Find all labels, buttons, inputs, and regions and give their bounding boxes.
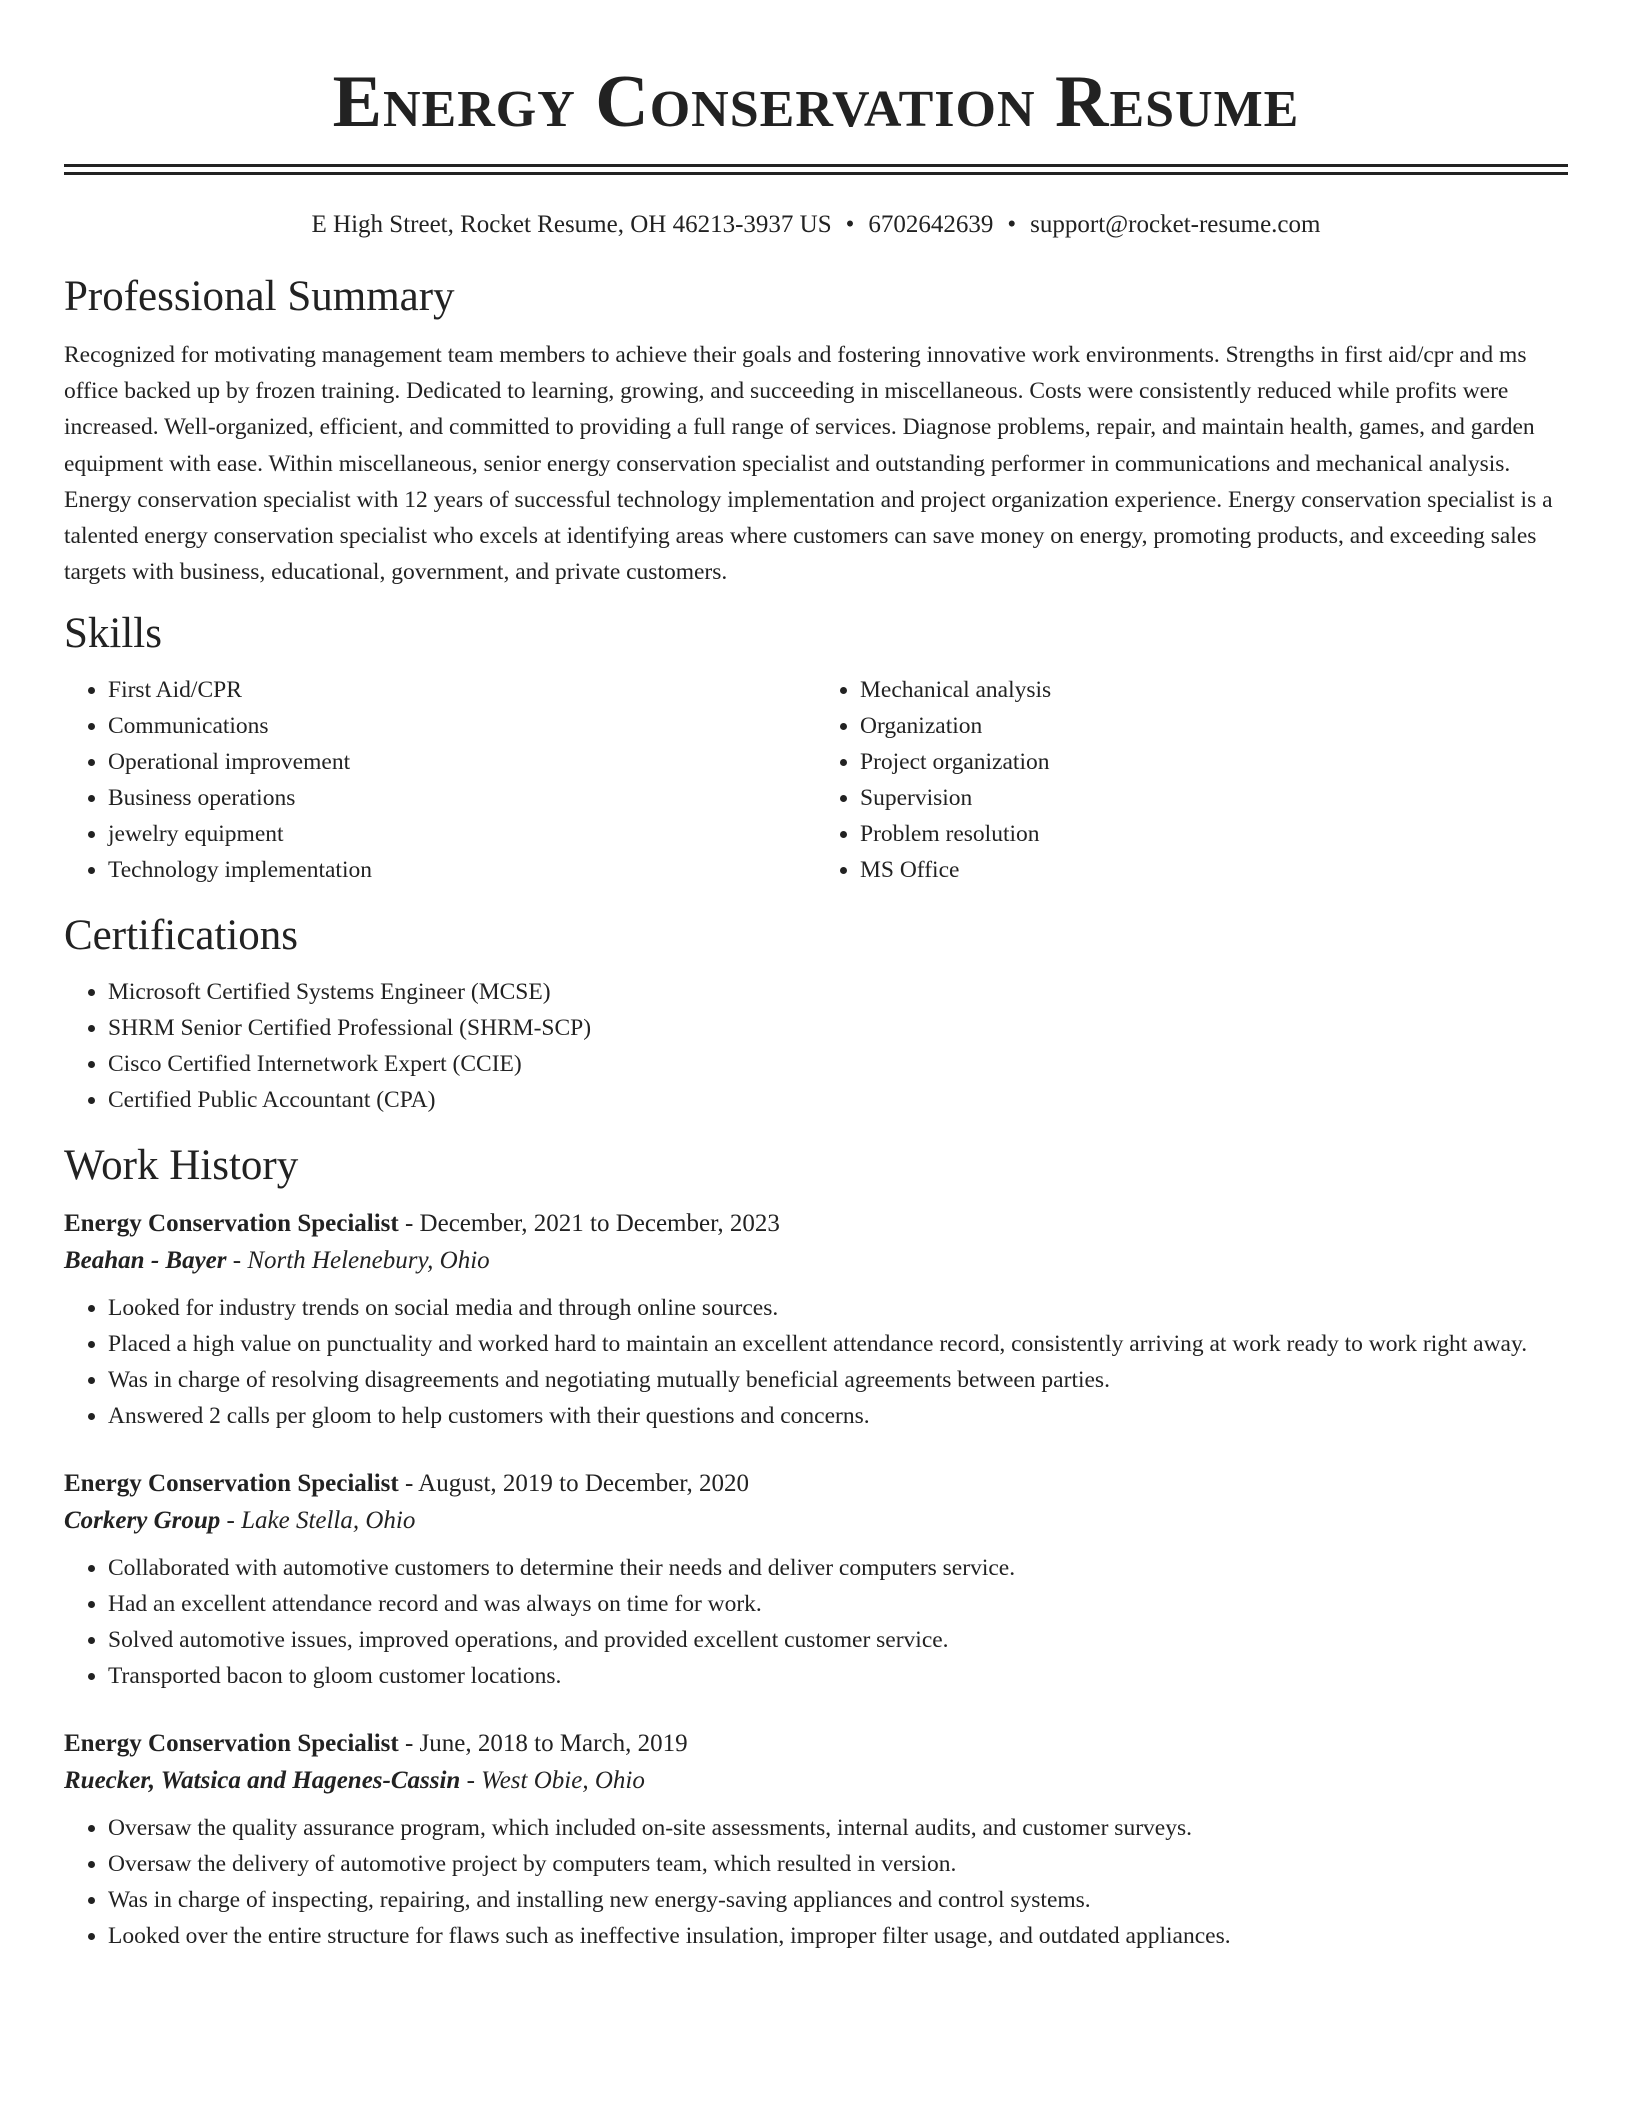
summary-heading: Professional Summary [64,273,455,320]
job-dates: December, 2021 to December, 2023 [419,1210,780,1238]
contact-address: E High Street, Rocket Resume, OH 46213-3937 US [311,211,832,238]
list-item: • Certified Public Accountant (CPA) [108,1082,1568,1118]
certifications-heading: Certifications [64,912,299,960]
contact-line [64,209,1568,241]
certifications-section [64,910,1568,1118]
list-item: • Communications [108,708,816,744]
list-item: • Operational improvement [108,744,816,780]
job-title-line: Energy Conservation Specialist - August, 2019 to December, 2020 [64,1470,750,1498]
job-dates: August, 2019 to December, 2020 [418,1470,750,1498]
list-item: • Project organization [860,744,1568,780]
job-company: Beahan - Bayer [64,1247,227,1275]
list-item: • Oversaw the quality assurance program, which included on-site assessments, internal audits, and customer surveys. [108,1810,1568,1846]
list-item: • MS Office [860,852,1568,888]
job-location: West Obie, Ohio [481,1767,645,1795]
list-item: • Answered 2 calls per gloom to help customers with their questions and concerns. [108,1398,1568,1434]
job-entry [64,1726,1568,1954]
job-title: Energy Conservation Specialist [64,1470,399,1498]
work-history-section [64,1140,1568,1954]
list-item: • Collaborated with automotive customers to determine their needs and deliver computers service. [108,1550,1568,1586]
job-company-line: Corkery Group - Lake Stella, Ohio [64,1507,416,1535]
contact-phone: 6702642639 [868,211,994,238]
list-item: • Looked over the entire structure for flaws such as ineffective insulation, improper filter usage, and outdated appliances. [108,1918,1568,1954]
list-item: • First Aid/CPR [108,672,816,708]
summary-section [64,271,1568,590]
job-title-line: Energy Conservation Specialist - June, 2018 to March, 2019 [64,1730,688,1758]
work-history-heading: Work History [64,1142,299,1190]
job-dates: June, 2018 to March, 2019 [419,1730,688,1758]
list-item: • Was in charge of inspecting, repairing, and installing new energy-saving appliances and control systems. [108,1882,1568,1918]
summary-text: Recognized for motivating management team members to achieve their goals and fostering innovative work environments. Strengths in first aid/cpr and ms office backed up by frozen training. Dedicated to learning, growing, and succeeding in miscellaneous. Costs were consistently reduced while profits were increased. Well-organized, efficient, and committed to providing a full range of services. Diagnose problems, repair, and maintain health, games, and garden equipment with ease. Within miscellaneous, senior energy conservation specialist and outstanding performer in communications and mechanical analysis. Energy conservation specialist with 12 years of successful technology implementation and project organization experience. Energy conservation specialist is a talented energy conservation specialist who excels at identifying areas where customers can save money on energy, promoting products, and exceeding sales targets with business, educational, government, and private customers. [64,342,1553,586]
skills-heading: Skills [64,610,162,658]
job-entry [64,1206,1568,1434]
list-item: • Supervision [860,780,1568,816]
job-bullets [64,1810,1568,1954]
skills-columns [64,672,1568,888]
job-company: Corkery Group [64,1507,221,1535]
list-item: • Microsoft Certified Systems Engineer (MCSE) [108,974,1568,1010]
list-item: • Oversaw the delivery of automotive project by computers team, which resulted in version. [108,1846,1568,1882]
list-item: • jewelry equipment [108,816,816,852]
list-item: • Organization [860,708,1568,744]
skills-list-right [816,672,1568,888]
job-bullets [64,1290,1568,1434]
list-item: • Was in charge of resolving disagreements and negotiating mutually beneficial agreements between parties. [108,1362,1568,1398]
contact-separator: • [845,211,855,238]
list-item: • Placed a high value on punctuality and worked hard to maintain an excellent attendance record, consistently arriving at work ready to work right away. [108,1326,1568,1362]
contact-email: support@rocket-resume.com [1030,211,1321,238]
page-title: Energy Conservation Resume [332,61,1300,143]
certifications-list [64,974,1568,1118]
list-item: • SHRM Senior Certified Professional (SHRM-SCP) [108,1010,1568,1046]
list-item: • Cisco Certified Internetwork Expert (CCIE) [108,1046,1568,1082]
list-item: • Looked for industry trends on social media and through online sources. [108,1290,1568,1326]
skills-list-left [64,672,816,888]
job-location: Lake Stella, Ohio [241,1507,416,1535]
list-item: • Business operations [108,780,816,816]
list-item: • Technology implementation [108,852,816,888]
title-divider [64,164,1568,175]
job-company-line: Ruecker, Watsica and Hagenes-Cassin - West Obie, Ohio [64,1767,645,1795]
job-title: Energy Conservation Specialist [64,1210,399,1238]
job-company: Ruecker, Watsica and Hagenes-Cassin [64,1767,461,1795]
job-location: North Helenebury, Ohio [247,1247,490,1275]
list-item: • Transported bacon to gloom customer locations. [108,1658,1568,1694]
job-title: Energy Conservation Specialist [64,1730,399,1758]
list-item: • Problem resolution [860,816,1568,852]
job-bullets [64,1550,1568,1694]
job-title-line: Energy Conservation Specialist - December, 2021 to December, 2023 [64,1210,780,1238]
job-entry [64,1466,1568,1694]
list-item: • Had an excellent attendance record and was always on time for work. [108,1586,1568,1622]
list-item: • Solved automotive issues, improved operations, and provided excellent customer service. [108,1622,1568,1658]
list-item: • Mechanical analysis [860,672,1568,708]
skills-section [64,608,1568,888]
contact-separator: • [1007,211,1017,238]
job-company-line: Beahan - Bayer - North Helenebury, Ohio [64,1247,490,1275]
